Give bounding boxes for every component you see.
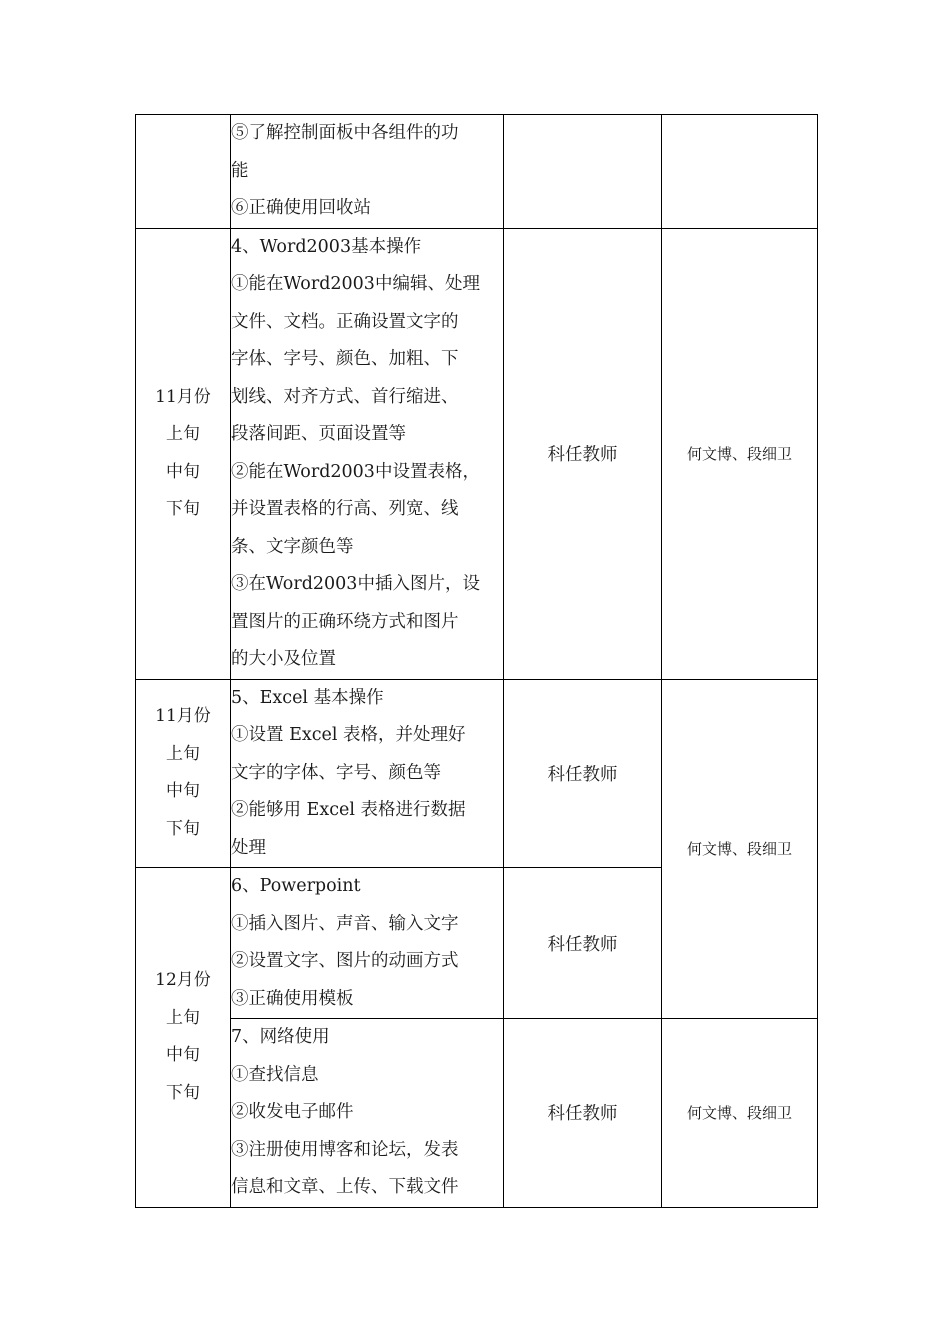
time-cell bbox=[136, 868, 231, 1208]
content-line: 文字的字体、字号、颜色等 bbox=[231, 762, 441, 783]
content-line: ①插入图片、声音、输入文字 bbox=[231, 913, 459, 934]
content-cell bbox=[231, 679, 504, 868]
content-line: ③在Word2003中插入图片，设 bbox=[231, 574, 480, 594]
content-line: ①能在Word2003中编辑、处理 bbox=[231, 274, 480, 294]
content-cell bbox=[231, 115, 504, 229]
content-line: 的大小及位置 bbox=[231, 649, 336, 669]
time-early: 上旬 bbox=[166, 1007, 200, 1028]
person-cell bbox=[662, 115, 818, 229]
content-line: ⑤了解控制面板中各组件的功 bbox=[231, 123, 459, 143]
content-line: 条、文字颜色等 bbox=[231, 536, 354, 557]
time-cell bbox=[136, 679, 231, 868]
teacher-cell bbox=[504, 115, 662, 229]
teacher-cell: 科任教师 bbox=[504, 868, 662, 1019]
time-early: 上旬 bbox=[166, 424, 200, 444]
content-line: ③正确使用模板 bbox=[231, 988, 354, 1009]
time-month: 11月份 bbox=[155, 706, 211, 727]
time-month: 11月份 bbox=[155, 386, 211, 407]
time-month: 12月份 bbox=[155, 970, 211, 991]
content-cell bbox=[231, 868, 504, 1019]
content-line: 4、Word2003基本操作 bbox=[231, 236, 422, 257]
table-row bbox=[136, 1019, 818, 1208]
time-mid: 中旬 bbox=[166, 461, 200, 482]
content-line: ②能在Word2003中设置表格， bbox=[231, 461, 480, 482]
teacher-cell: 科任教师 bbox=[504, 228, 662, 679]
content-line: ②设置文字、图片的动画方式 bbox=[231, 951, 459, 971]
person-cell: 何文博、段细卫 bbox=[662, 1019, 818, 1208]
content-line: 信息和文章、上传、下载文件 bbox=[231, 1177, 459, 1197]
content-cell bbox=[231, 228, 504, 679]
table-row bbox=[136, 679, 818, 868]
content-line: ③注册使用博客和论坛，发表 bbox=[231, 1139, 459, 1160]
table-row bbox=[136, 228, 818, 679]
person-cell: 何文博、段细卫 bbox=[662, 228, 818, 679]
time-late: 下旬 bbox=[166, 1082, 200, 1103]
time-cell bbox=[136, 115, 231, 229]
content-line: 6、Powerpoint bbox=[231, 876, 361, 896]
content-line: ②收发电子邮件 bbox=[231, 1102, 354, 1122]
time-cell bbox=[136, 228, 231, 679]
time-mid: 中旬 bbox=[166, 781, 200, 802]
teacher-cell: 科任教师 bbox=[504, 1019, 662, 1208]
time-mid: 中旬 bbox=[166, 1045, 200, 1066]
person-cell: 何文博、段细卫 bbox=[662, 679, 818, 1019]
content-line: 划线、对齐方式、首行缩进、 bbox=[231, 386, 459, 407]
content-line: 7、网络使用 bbox=[231, 1027, 330, 1047]
content-line: ②能够用 Excel 表格进行数据 bbox=[231, 800, 466, 820]
content-line: ①设置 Excel 表格，并处理好 bbox=[231, 725, 466, 745]
content-line: 5、Excel 基本操作 bbox=[231, 687, 384, 708]
table-row bbox=[136, 115, 818, 229]
content-cell bbox=[231, 1019, 504, 1208]
content-line: 段落间距、页面设置等 bbox=[231, 424, 406, 444]
content-line: 并设置表格的行高、列宽、线 bbox=[231, 499, 459, 519]
content-line: 处理 bbox=[231, 837, 266, 858]
time-early: 上旬 bbox=[166, 743, 200, 764]
content-line: 置图片的正确环绕方式和图片 bbox=[231, 611, 459, 632]
content-line: 字体、字号、颜色、加粗、下 bbox=[231, 349, 459, 369]
teacher-cell: 科任教师 bbox=[504, 679, 662, 868]
content-line: ①查找信息 bbox=[231, 1064, 319, 1085]
time-late: 下旬 bbox=[166, 499, 200, 519]
time-late: 下旬 bbox=[166, 818, 200, 839]
content-line: ⑥正确使用回收站 bbox=[231, 198, 371, 218]
content-line: 能 bbox=[231, 160, 249, 181]
content-line: 文件、文档。正确设置文字的 bbox=[231, 311, 459, 332]
schedule-table bbox=[135, 114, 818, 1208]
